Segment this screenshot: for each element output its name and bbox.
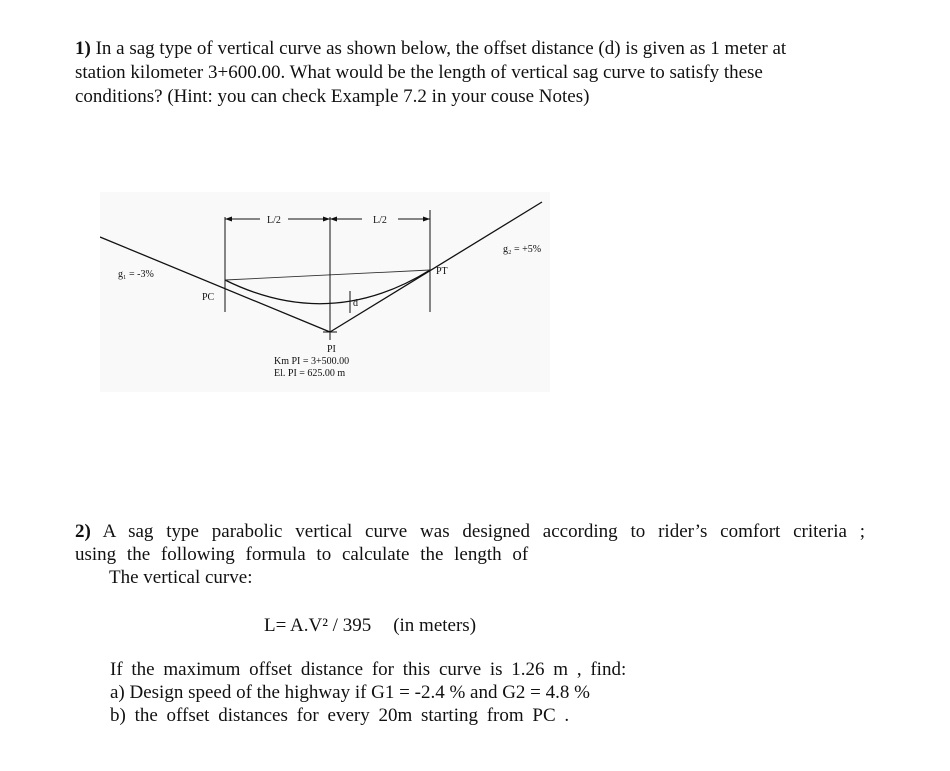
question-2-line-3: The vertical curve: bbox=[109, 567, 253, 588]
formula-unit: (in meters) bbox=[393, 615, 477, 636]
dim-arrow-mid-left bbox=[323, 217, 330, 222]
label-pi: PI bbox=[327, 344, 336, 355]
question-2-line-1 bbox=[75, 520, 865, 543]
dim-arrow-left bbox=[225, 217, 232, 222]
question-1-number: 1) bbox=[75, 38, 91, 59]
sag-curve-diagram bbox=[100, 192, 550, 392]
chord-line bbox=[225, 270, 430, 280]
dim-arrow-right bbox=[423, 217, 430, 222]
question-2-text-1: A sag type parabolic vertical curve was designed according to rider’s comfort criteria ; bbox=[102, 521, 865, 542]
sag-curve-figure bbox=[100, 192, 550, 392]
grade-line-g1 bbox=[100, 237, 330, 332]
dim-arrow-mid-right bbox=[330, 217, 337, 222]
label-g2: g₂ = +5% bbox=[503, 244, 542, 255]
question-1-line-3: conditions? (Hint: you can check Example 7.2 in your couse Notes) bbox=[75, 86, 590, 107]
formula bbox=[264, 614, 476, 638]
question-2 bbox=[75, 520, 865, 589]
label-pc: PC bbox=[202, 292, 215, 303]
part-a: a) Design speed of the highway if G1 = -2.4 % and G2 = 4.8 % bbox=[110, 682, 590, 703]
question-1-line-1 bbox=[75, 37, 875, 61]
label-half-right: L/2 bbox=[373, 215, 387, 226]
question-2-line-2: using the following formula to calculate the length of bbox=[75, 544, 529, 565]
label-half-left: L/2 bbox=[267, 215, 281, 226]
label-km-pi: Km PI = 3+500.00 bbox=[274, 356, 350, 367]
label-d: d bbox=[353, 298, 358, 309]
label-pt: PT bbox=[436, 266, 448, 277]
label-el-pi: El. PI = 625.00 m bbox=[274, 368, 346, 379]
find-section bbox=[110, 658, 710, 727]
label-g1: g₁ = -3% bbox=[118, 269, 154, 280]
question-1-line-2: station kilometer 3+600.00. What would be the length of vertical sag curve to satisfy these bbox=[75, 62, 763, 83]
formula-expression: L= A.V² / 395 bbox=[264, 615, 372, 636]
question-2-number: 2) bbox=[75, 521, 91, 542]
part-b: b) the offset distances for every 20m starting from PC . bbox=[110, 705, 570, 726]
question-1 bbox=[75, 37, 875, 109]
question-1-text-1: In a sag type of vertical curve as shown below, the offset distance (d) is given as 1 meter at bbox=[95, 38, 787, 59]
find-line: If the maximum offset distance for this curve is 1.26 m , find: bbox=[110, 659, 627, 680]
